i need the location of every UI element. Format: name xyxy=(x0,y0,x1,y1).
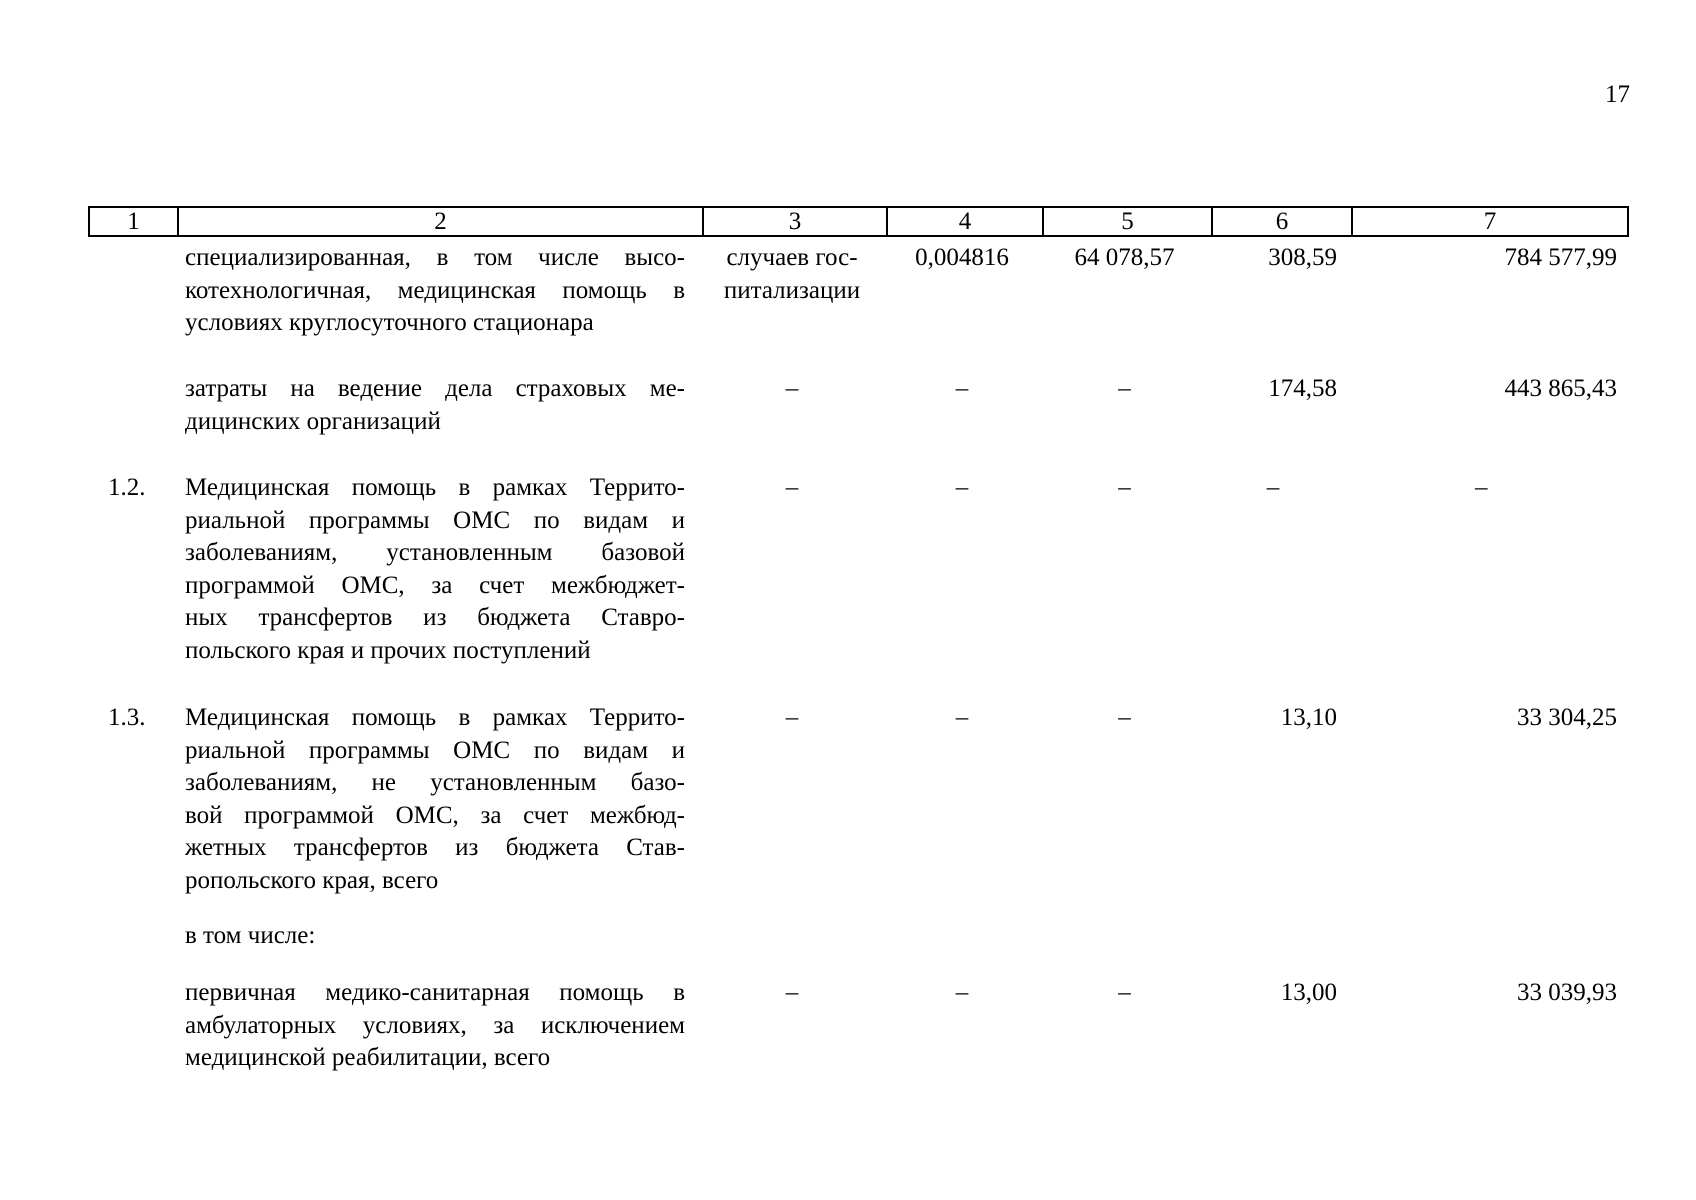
row-description xyxy=(185,977,685,1075)
desc-line: затраты на ведение дела страховых ме- xyxy=(185,375,685,402)
desc-line: медицинской реабилитации, всего xyxy=(185,1044,551,1072)
header-col-3: 3 xyxy=(702,208,886,235)
row-unit: – xyxy=(785,979,799,1006)
desc-line: котехнологичная, медицинская помощь в xyxy=(185,276,685,304)
row-number: 1.2. xyxy=(108,474,146,501)
row-value-7: 784 577,99 xyxy=(1504,244,1617,271)
row-value-4: – xyxy=(955,979,969,1006)
desc-line: Медицинская помощь в рамках Террито- xyxy=(185,474,685,501)
unit-line: случаев гос- xyxy=(726,244,858,271)
desc-line: условиях круглосуточного стационара xyxy=(185,309,594,337)
header-col-7: 7 xyxy=(1351,208,1627,235)
desc-line: специализированная, в том числе высо- xyxy=(185,244,685,271)
row-value-4: – xyxy=(955,704,969,731)
row-value-6: 174,58 xyxy=(1268,375,1337,402)
header-col-4: 4 xyxy=(886,208,1042,235)
row-description xyxy=(185,373,685,438)
desc-line: программой ОМС, за счет межбюджет- xyxy=(185,571,685,599)
row-number: 1.3. xyxy=(108,704,146,731)
row-unit: – xyxy=(785,704,799,731)
header-col-6: 6 xyxy=(1211,208,1351,235)
desc-line: жетных трансфертов из бюджета Став- xyxy=(185,834,685,862)
row-value-7: – xyxy=(1475,474,1488,501)
desc-line: вой программой ОМС, за счет межбюд- xyxy=(185,801,685,829)
header-col-5: 5 xyxy=(1042,208,1211,235)
table-header-row xyxy=(88,206,1629,237)
row-value-6: – xyxy=(1266,474,1280,501)
row-description xyxy=(185,702,685,898)
row-value-7: 33 304,25 xyxy=(1517,704,1617,731)
desc-line: Медицинская помощь в рамках Террито- xyxy=(185,704,685,731)
row-unit xyxy=(700,242,884,307)
desc-line: заболеваниям, не установленным базо- xyxy=(185,769,685,797)
desc-line: ропольского края, всего xyxy=(185,866,439,894)
desc-line: заболеваниям, установленным базовой xyxy=(185,539,685,567)
header-col-2: 2 xyxy=(177,208,702,235)
row-value-5: 64 078,57 xyxy=(1074,244,1175,271)
desc-line: амбулаторных условиях, за исключением xyxy=(185,1011,685,1039)
desc-line: польского края и прочих поступлений xyxy=(185,636,591,664)
desc-line: ных трансфертов из бюджета Ставро- xyxy=(185,604,685,632)
row-value-5: – xyxy=(1118,704,1131,731)
row-value-4: 0,004816 xyxy=(915,244,1009,271)
row-description xyxy=(185,242,685,340)
row-value-4: – xyxy=(955,474,969,501)
row-value-5: – xyxy=(1118,474,1131,501)
row-description xyxy=(185,472,685,668)
row-value-7: 443 865,43 xyxy=(1504,375,1617,402)
row-value-6: 13,10 xyxy=(1280,704,1337,731)
desc-line: дицинских организаций xyxy=(185,407,441,435)
desc-line: риальной программы ОМС по видам и xyxy=(185,736,685,764)
row-value-4: – xyxy=(955,375,969,402)
row-unit: – xyxy=(785,474,799,501)
desc-line: риальной программы ОМС по видам и xyxy=(185,506,685,534)
row-value-5: – xyxy=(1118,375,1131,402)
row-value-6: 308,59 xyxy=(1268,244,1337,271)
row-unit: – xyxy=(785,375,799,402)
row-value-7: 33 039,93 xyxy=(1517,979,1617,1006)
row-value-6: 13,00 xyxy=(1280,979,1337,1006)
page-number: 17 xyxy=(1605,81,1630,108)
unit-line: питализации xyxy=(723,276,861,304)
row-subheading: в том числе: xyxy=(185,922,316,949)
desc-line: первичная медико-санитарная помощь в xyxy=(185,979,685,1006)
row-value-5: – xyxy=(1118,979,1131,1006)
header-col-1: 1 xyxy=(127,208,140,235)
